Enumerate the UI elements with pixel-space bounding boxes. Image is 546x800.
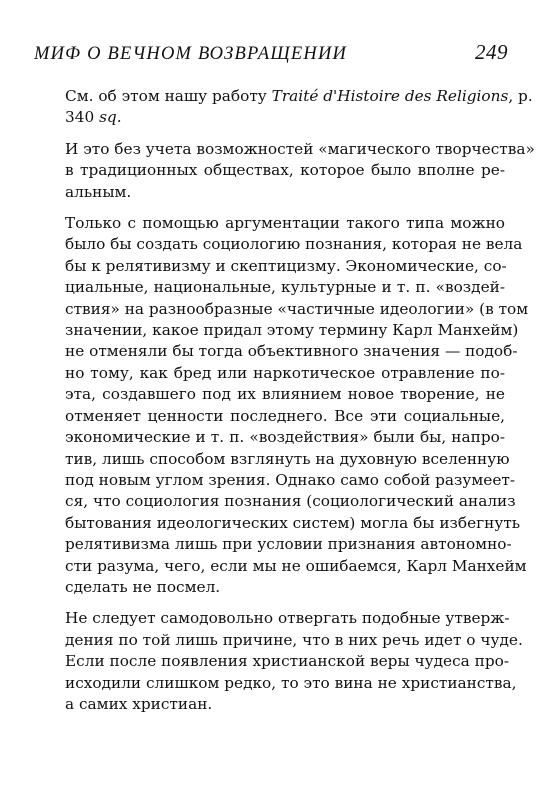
- note-3-line: Только с помощью аргументации такого типа можно: [65, 214, 505, 233]
- note-1-text-a: См. об этом нашу работу: [65, 87, 272, 105]
- note-3-line: значении, какое придал этому термину Карл Манхейм): [65, 321, 519, 340]
- note-2-line: И это без учета возможностей «магического творчества»: [65, 139, 535, 158]
- note-paragraph-3: [65, 213, 529, 598]
- note-1-line-1: [65, 86, 533, 107]
- note-1-page-ref: 340: [65, 108, 100, 127]
- note-3-line: релятивизма лишь при условии признания автономно-: [65, 535, 512, 554]
- note-3-line: эта, создавшего под их влиянием новое творение, не: [65, 385, 505, 404]
- note-3-line: ся, что социология познания (социологический анализ: [65, 492, 516, 511]
- note-3-line: тив, лишь способом взглянуть на духовную вселенную: [65, 449, 510, 468]
- note-1-line-2: [65, 107, 505, 128]
- note-paragraph-2: [65, 139, 535, 203]
- note-3-line: не отменяли бы тогда объективного значения — подоб-: [65, 342, 518, 361]
- note-2-line: альным.: [65, 182, 132, 201]
- note-3-line: но тому, как бред или наркотическое отравление по-: [65, 363, 505, 382]
- notes-body: [65, 86, 535, 725]
- running-head-title: МИФ О ВЕЧНОМ ВОЗВРАЩЕНИИ: [34, 44, 348, 64]
- note-3-line: циальные, национальные, культурные и т. п. «воздей-: [65, 278, 505, 297]
- note-4-line: Если после появления христианской веры чудеса про-: [65, 652, 509, 671]
- note-4-line: а самих христиан.: [65, 694, 213, 713]
- note-3-line: было бы создать социологию познания, которая не вела: [65, 235, 523, 254]
- note-3-line: ствия» на разнообразные «частичные идеологии» (в том: [65, 299, 529, 318]
- note-3-line: бытования идеологических систем) могла бы избегнуть: [65, 513, 521, 532]
- note-2-line: в традиционных обществах, которое было вполне ре-: [65, 161, 505, 180]
- note-3-line: отменяет ценности последнего. Все эти социальные,: [65, 406, 505, 425]
- note-3-line: под новым углом зрения. Однако само собой разумеет-: [65, 470, 516, 489]
- note-4-line: дения по той лишь причине, что в них речь идет о чуде.: [65, 630, 523, 649]
- note-3-line: сделать не посмел.: [65, 577, 221, 596]
- note-paragraph-1: [65, 86, 533, 129]
- note-1-text-c: , р.: [508, 87, 533, 105]
- note-1-sq: sq.: [99, 108, 122, 127]
- note-paragraph-4: [65, 608, 523, 715]
- running-head: [34, 40, 508, 65]
- note-4-line: Не следует самодовольно отвергать подобные утверж-: [65, 609, 510, 628]
- note-4-line: исходили слишком редко, то это вина не христианства,: [65, 673, 517, 692]
- note-1-book-title: Traité d'Histoire des Religions: [271, 87, 509, 105]
- note-3-line: экономические и т. п. «воздействия» были бы, напро-: [65, 428, 505, 447]
- note-3-line: бы к релятивизму и скептицизму. Экономические, со-: [65, 256, 507, 275]
- page-number: 249: [475, 40, 508, 64]
- note-3-line: сти разума, чего, если мы не ошибаемся, Карл Манхейм: [65, 556, 527, 575]
